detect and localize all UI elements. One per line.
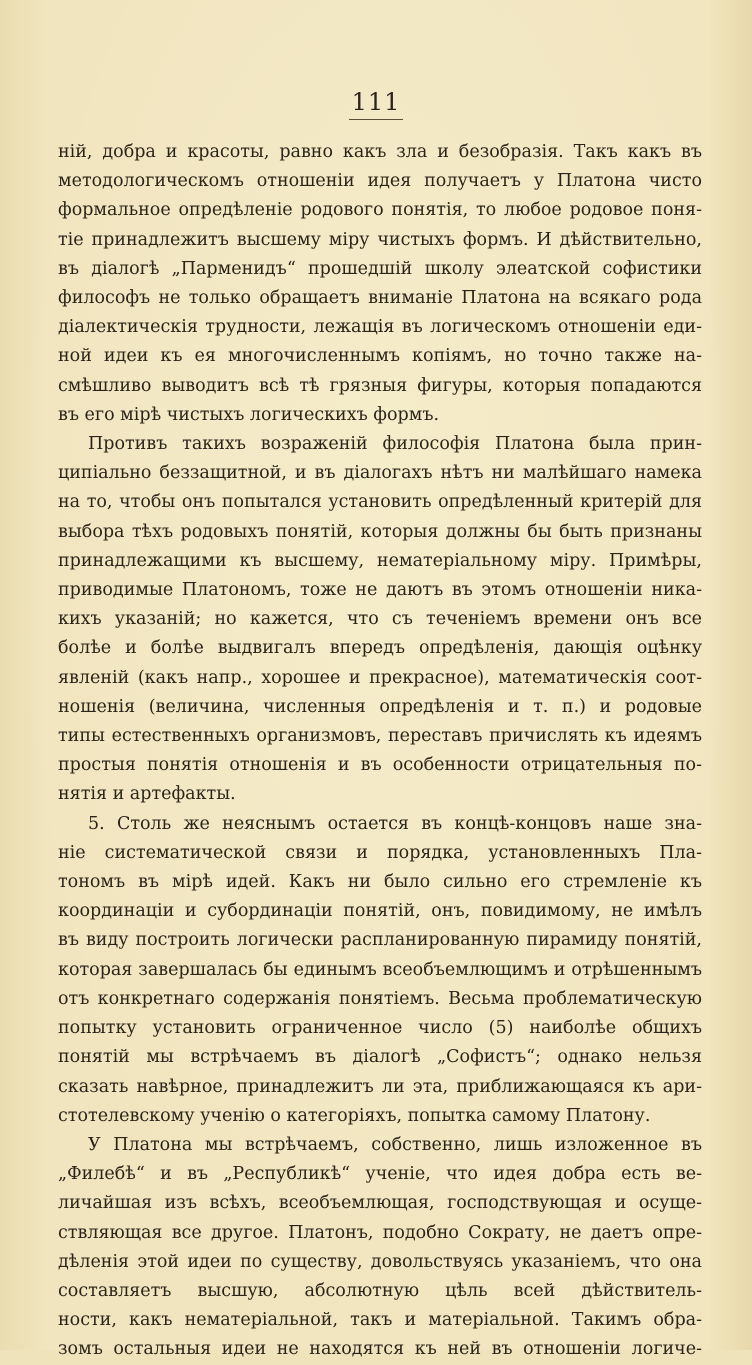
text-line: „Филебѣ“ и въ „Республикѣ“ ученіе, что идея добра есть ве- (58, 1164, 702, 1185)
text-line: въ діалогѣ „Парменидъ“ прошедшій школу элеатской софистики (58, 258, 702, 279)
text-line: типы естественныхъ организмовъ, переставъ причислять къ идеямъ (58, 726, 702, 747)
text-line: ній, добра и красоты, равно какъ зла и безобразія. Такъ какъ въ (58, 142, 702, 162)
page-number-underline (349, 119, 403, 120)
text-line: ности, какъ нематеріальной, такъ и матеріальной. Такимъ обра- (58, 1310, 702, 1331)
text-line: въ виду построить логически распланированную пирамиду понятій, (58, 930, 702, 951)
text-line: философъ не только обращаетъ вниманіе Платона на всякаго рода (58, 288, 702, 309)
body-text (58, 138, 702, 1365)
paragraph-3 (58, 810, 702, 1131)
text-line: выбора тѣхъ родовыхъ понятій, которыя должны бы быть признаны (58, 521, 702, 542)
paragraph-1 (58, 138, 702, 430)
text-line: ношенія (величина, численныя опредѣленія и т. п.) и родовые (58, 696, 702, 717)
text-line: тономъ въ мірѣ идей. Какъ ни было сильно его стремленіе къ (58, 872, 702, 893)
text-line: методологическомъ отношеніи идея получаетъ у Платона чисто (58, 171, 702, 192)
text-line: которая завершалась бы единымъ всеобъемлющимъ и отрѣшеннымъ (58, 959, 702, 980)
text-line: личайшая изъ всѣхъ, всеобъемлющая, господствующая и осуще- (58, 1193, 702, 1214)
text-line: отъ конкретнаго содержанія понятіемъ. Весьма проблематическую (58, 988, 702, 1009)
page-number-text: 111 (351, 88, 401, 116)
text-line: нятія и артефакты. (58, 784, 236, 805)
paragraph-4 (58, 1131, 702, 1365)
text-line: сказать навѣрное, принадлежитъ ли эта, приближающаяся къ ари- (58, 1076, 702, 1097)
text-line: ципіально беззащитной, и въ діалогахъ нѣтъ ни малѣйшаго намека (58, 463, 702, 484)
text-line: ной идеи къ ея многочисленнымъ копіямъ, но точно также на- (58, 346, 702, 367)
text-line: попытку установить ограниченное число (5) наиболѣе общихъ (58, 1018, 702, 1039)
page-number (0, 88, 752, 120)
text-line: 5. Столь же неяснымъ остается въ концѣ-концовъ наше зна- (88, 813, 702, 834)
text-line: дѣленія этой идеи по существу, довольствуясь указаніемъ, что она (58, 1251, 702, 1272)
text-line: Противъ такихъ возраженій философія Платона была прин- (88, 434, 702, 455)
text-line: принадлежащими къ высшему, нематеріальному міру. Примѣры, (58, 550, 702, 571)
text-line: болѣе и болѣе выдвигалъ впередъ опредѣленія, дающія оцѣнку (58, 638, 702, 659)
text-line: ствляющая все другое. Платонъ, подобно Сократу, не даетъ опре- (58, 1222, 702, 1243)
text-line: въ его мірѣ чистыхъ логическихъ формъ. (58, 404, 440, 425)
text-line: ніе систематической связи и порядка, установленныхъ Пла- (58, 842, 702, 863)
text-line: У Платона мы встрѣчаемъ, собственно, лишь изложенное въ (88, 1134, 702, 1155)
text-line: понятій мы встрѣчаемъ въ діалогѣ „Софистъ“; однако нельзя (58, 1047, 702, 1068)
text-line: формальное опредѣленіе родового понятія, то любое родовое поня- (58, 200, 702, 221)
text-line: смѣшливо выводитъ всѣ тѣ грязныя фигуры, которыя попадаются (58, 375, 702, 396)
text-line: явленій (какъ напр., хорошее и прекрасное), математическія соот- (58, 667, 702, 688)
text-line: координаціи и субординаціи понятій, онъ, повидимому, не имѣлъ (58, 901, 702, 922)
text-line: составляетъ высшую, абсолютную цѣль всей дѣйствитель- (58, 1280, 702, 1301)
text-line: приводимые Платономъ, тоже не даютъ въ этомъ отношеніи ника- (58, 580, 702, 601)
text-line: простыя понятія отношенія и въ особенности отрицательныя по- (58, 755, 702, 776)
text-line: зомъ остальныя идеи не находятся къ ней въ отношеніи логиче- (58, 1339, 702, 1360)
text-line: діалектическія трудности, лежащія въ логическомъ отношеніи еди- (58, 317, 702, 338)
text-line: на то, чтобы онъ попытался установить опредѣленный критерій для (58, 492, 702, 513)
paragraph-2 (58, 430, 702, 810)
text-line: кихъ указаній; но кажется, что съ теченіемъ времени онъ все (58, 609, 702, 630)
text-line: тіе принадлежитъ высшему міру чистыхъ формъ. И дѣйствительно, (58, 229, 702, 250)
text-line: стотелевскому ученію о категоріяхъ, попытка самому Платону. (58, 1105, 651, 1126)
